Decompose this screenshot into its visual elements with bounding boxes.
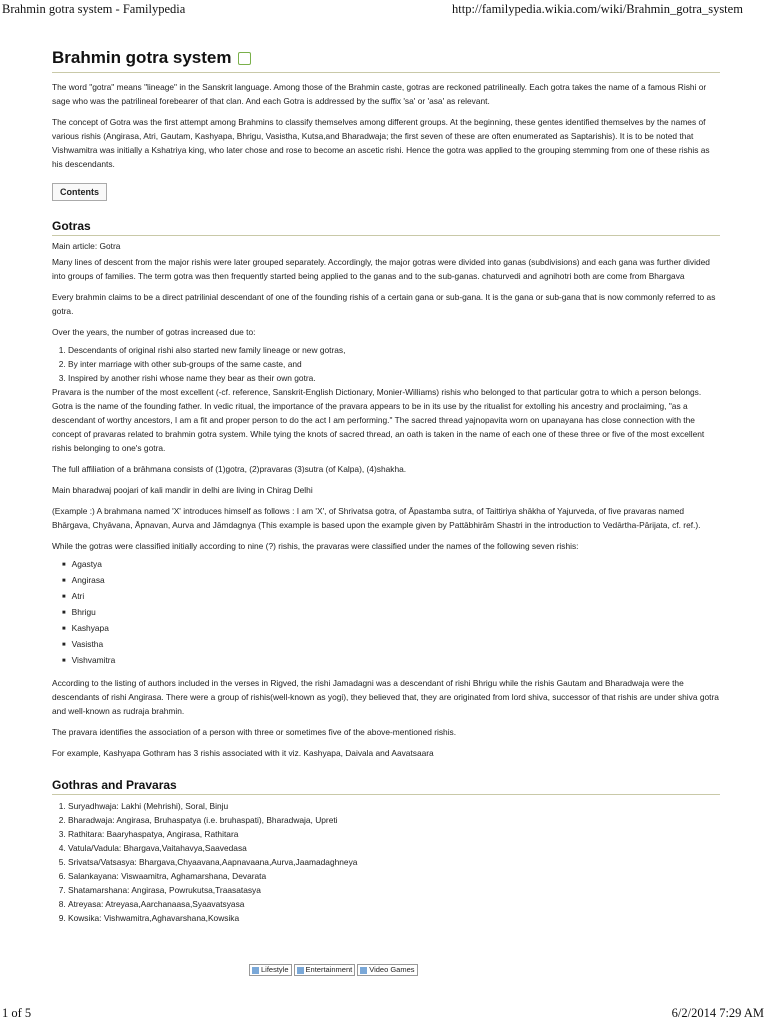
after-paragraph-3: For example, Kashyapa Gothram has 3 rishis associated with it viz. Kashyapa, Daivala and Aavatsaara xyxy=(52,748,434,758)
intro-paragraph-2: The concept of Gotra was the first attempt among Brahmins to classify themselves among different groups. At the beginning, these gentes identified themselves by the names of various rishis (Angirasa, Atri, Gautam, Kashyapa, Bhrigu, Vasistha, Kutsa,and Bharadwaja; the first seven of these are often enumerated as Saptarishis). It is to be noted that Vishwamitra was initially a Kshatriya king, who later chose and rose to become an ascetic rishi. Hence the gotra was applied to the grouping stemming from one of these rishis as his descendants. xyxy=(52,117,710,169)
list-item: 9. Kowsika: Vishwamitra,Aghavarshana,Kowsika xyxy=(68,911,720,925)
category-label: Entertainment xyxy=(305,965,353,974)
page-title-header: Brahmin gotra system - Familypedia xyxy=(2,2,186,16)
pravara-paragraph-3: Main bharadwaj poojari of kali mandir in delhi are living in Chirag Delhi xyxy=(52,485,313,495)
list-item: 1. Descendants of original rishi also started new family lineage or new gotras, xyxy=(68,343,720,357)
article-title xyxy=(52,48,720,73)
category-icon xyxy=(297,967,304,974)
list-item: 8. Atreyasa: Atreyasa,Aarchanaasa,Syaavatsyasa xyxy=(68,897,720,911)
contents-box[interactable]: Contents xyxy=(52,183,107,201)
pravara-paragraph-5: While the gotras were classified initially according to nine (?) rishis, the pravaras were classified under the names of the following seven rishis: xyxy=(52,541,579,551)
list-item: 3. Rathitara: Baaryhaspatya, Angirasa, Rathitara xyxy=(68,827,720,841)
print-footer xyxy=(0,1002,768,1024)
category-label: Lifestyle xyxy=(261,965,289,974)
list-item[interactable]: ■ Vishvamitra xyxy=(62,653,720,669)
list-item[interactable]: ■ Vasistha xyxy=(62,637,720,653)
page-url[interactable]: http://familypedia.wikia.com/wiki/Brahmin_gotra_system xyxy=(452,2,743,16)
pravaras-list xyxy=(52,799,720,925)
list-item[interactable]: ■ Angirasa xyxy=(62,573,720,589)
list-item[interactable]: ■ Agastya xyxy=(62,557,720,573)
pravara-paragraph-2: The full affiliation of a brāhmana consists of (1)gotra, (2)pravaras (3)sutra (of Kalpa), (4)shakha. xyxy=(52,464,407,474)
page-number: 1 of 5 xyxy=(2,1006,32,1020)
article-title-text: Brahmin gotra system xyxy=(52,48,232,67)
pravaras-heading: Gothras and Pravaras xyxy=(52,778,720,795)
intro-paragraph-1: The word "gotra" means "lineage" in the Sanskrit language. Among those of the Brahmin caste, gotras are reckoned patrilineally. Each gotra takes the name of a famous Rishi or sage who was the patrilineal forebearer of that clan. And each Gotra is addressed by the suffix 'sa' or 'asa' as relevant. xyxy=(52,82,707,106)
list-item: 7. Shatamarshana: Angirasa, Powrukutsa,Traasatasya xyxy=(68,883,720,897)
print-header xyxy=(0,0,768,18)
category-entertainment-button[interactable] xyxy=(294,964,356,976)
list-item: 6. Salankayana: Viswaamitra, Aghamarshana, Devarata xyxy=(68,869,720,883)
list-item: 5. Srivatsa/Vatsasya: Bhargava,Chyaavana,Aapnavaana,Aurva,Jaamadaghneya xyxy=(68,855,720,869)
category-lifestyle-button[interactable] xyxy=(249,964,292,976)
list-item[interactable]: ■ Kashyapa xyxy=(62,621,720,637)
after-paragraph-2: The pravara identifies the association of a person with three or sometimes five of the above-mentioned rishis. xyxy=(52,727,457,737)
article-content xyxy=(52,48,720,974)
edit-icon[interactable] xyxy=(238,52,251,65)
list-item[interactable]: ■ Atri xyxy=(62,589,720,605)
list-item: 4. Vatula/Vadula: Bhargava,Vaitahavya,Saavedasa xyxy=(68,841,720,855)
print-datetime: 6/2/2014 7:29 AM xyxy=(671,1006,764,1020)
category-label: Video Games xyxy=(369,965,415,974)
pravara-paragraph-4: (Example :) A brahmana named 'X' introduces himself as follows : I am 'X', of Shrivatsa gotra, of Āpastamba sutra, of Taittiriya shākha of Yajurveda, of five pravaras named Bhārgava, Chyāvana, Āpnavan, Aurva and Jāmdagnya (This example is based upon the example given by Pattābhirām Shastri in the introduction to Vedārtha-Pārijata, cf. ref.). xyxy=(52,506,701,530)
list-item: 3. Inspired by another rishi whose name they bear as their own gotra. xyxy=(68,371,720,385)
reasons-list xyxy=(52,343,720,385)
gotras-paragraph-2: Every brahmin claims to be a direct patrilinial descendant of one of the founding rishis of a certain gana or sub-gana. It is the gana or sub-gana that is now commonly referred to as gotra. xyxy=(52,292,716,316)
list-item: 1. Suryadhwaja: Lakhi (Mehrishi), Soral, Binju xyxy=(68,799,720,813)
category-icon xyxy=(252,967,259,974)
category-video-games-button[interactable] xyxy=(357,964,417,976)
list-item: 2. Bharadwaja: Angirasa, Bruhaspatya (i.e. bruhaspati), Bharadwaja, Upreti xyxy=(68,813,720,827)
rishis-list xyxy=(52,557,720,669)
list-item[interactable]: ■ Bhrigu xyxy=(62,605,720,621)
gotras-paragraph-3: Over the years, the number of gotras increased due to: xyxy=(52,327,256,337)
category-bar xyxy=(249,964,418,976)
after-paragraph-1: According to the listing of authors included in the verses in Rigved, the rishi Jamadagni was a descendant of rishi Bhrigu while the rishis Gautam and Bharadwaja were the descendants of rishi Angirasa. There were a group of rishis(well-known as yogi), they believed that, they are originated from lord shiva, successor of that rishis are under shiva gotra and well-known as rudraja brahmin. xyxy=(52,678,719,716)
list-item: 2. By inter marriage with other sub-groups of the same caste, and xyxy=(68,357,720,371)
pravara-paragraph-1: Pravara is the number of the most excellent (-cf. reference, Sanskrit-English Dictionary, Monier-Williams) rishis who belonged to that particular gotra to which a person belongs. Gotra is the name of the founding father. In vedic ritual, the importance of the pravara appears to be in its use by the ritualist for extolling his ancestry and proclaiming, "as a descendant of worthy ancestors, I am a fit and proper person to do the act I am performing." The sacred thread yajnopavita worn on upanayana has close connection with the concept of pravaras related to brahmin gotra system. While tying the knots of sacred thread, an oath is taken in the name of each one of these three or five of the most excellent rishis belonging to one's gotra. xyxy=(52,387,705,453)
main-article-link[interactable]: Main article: Gotra xyxy=(52,241,121,251)
gotras-paragraph-1: Many lines of descent from the major rishis were later grouped separately. Accordingly, the major gotras were divided into ganas (subdivisions) and each gana was further divided into groups of families. The term gotra was then frequently started being applied to the ganas and to the sub-ganas. chaturvedi and agnihotri both are come from Bhargava xyxy=(52,257,710,281)
category-icon xyxy=(360,967,367,974)
gotras-heading: Gotras xyxy=(52,219,720,236)
